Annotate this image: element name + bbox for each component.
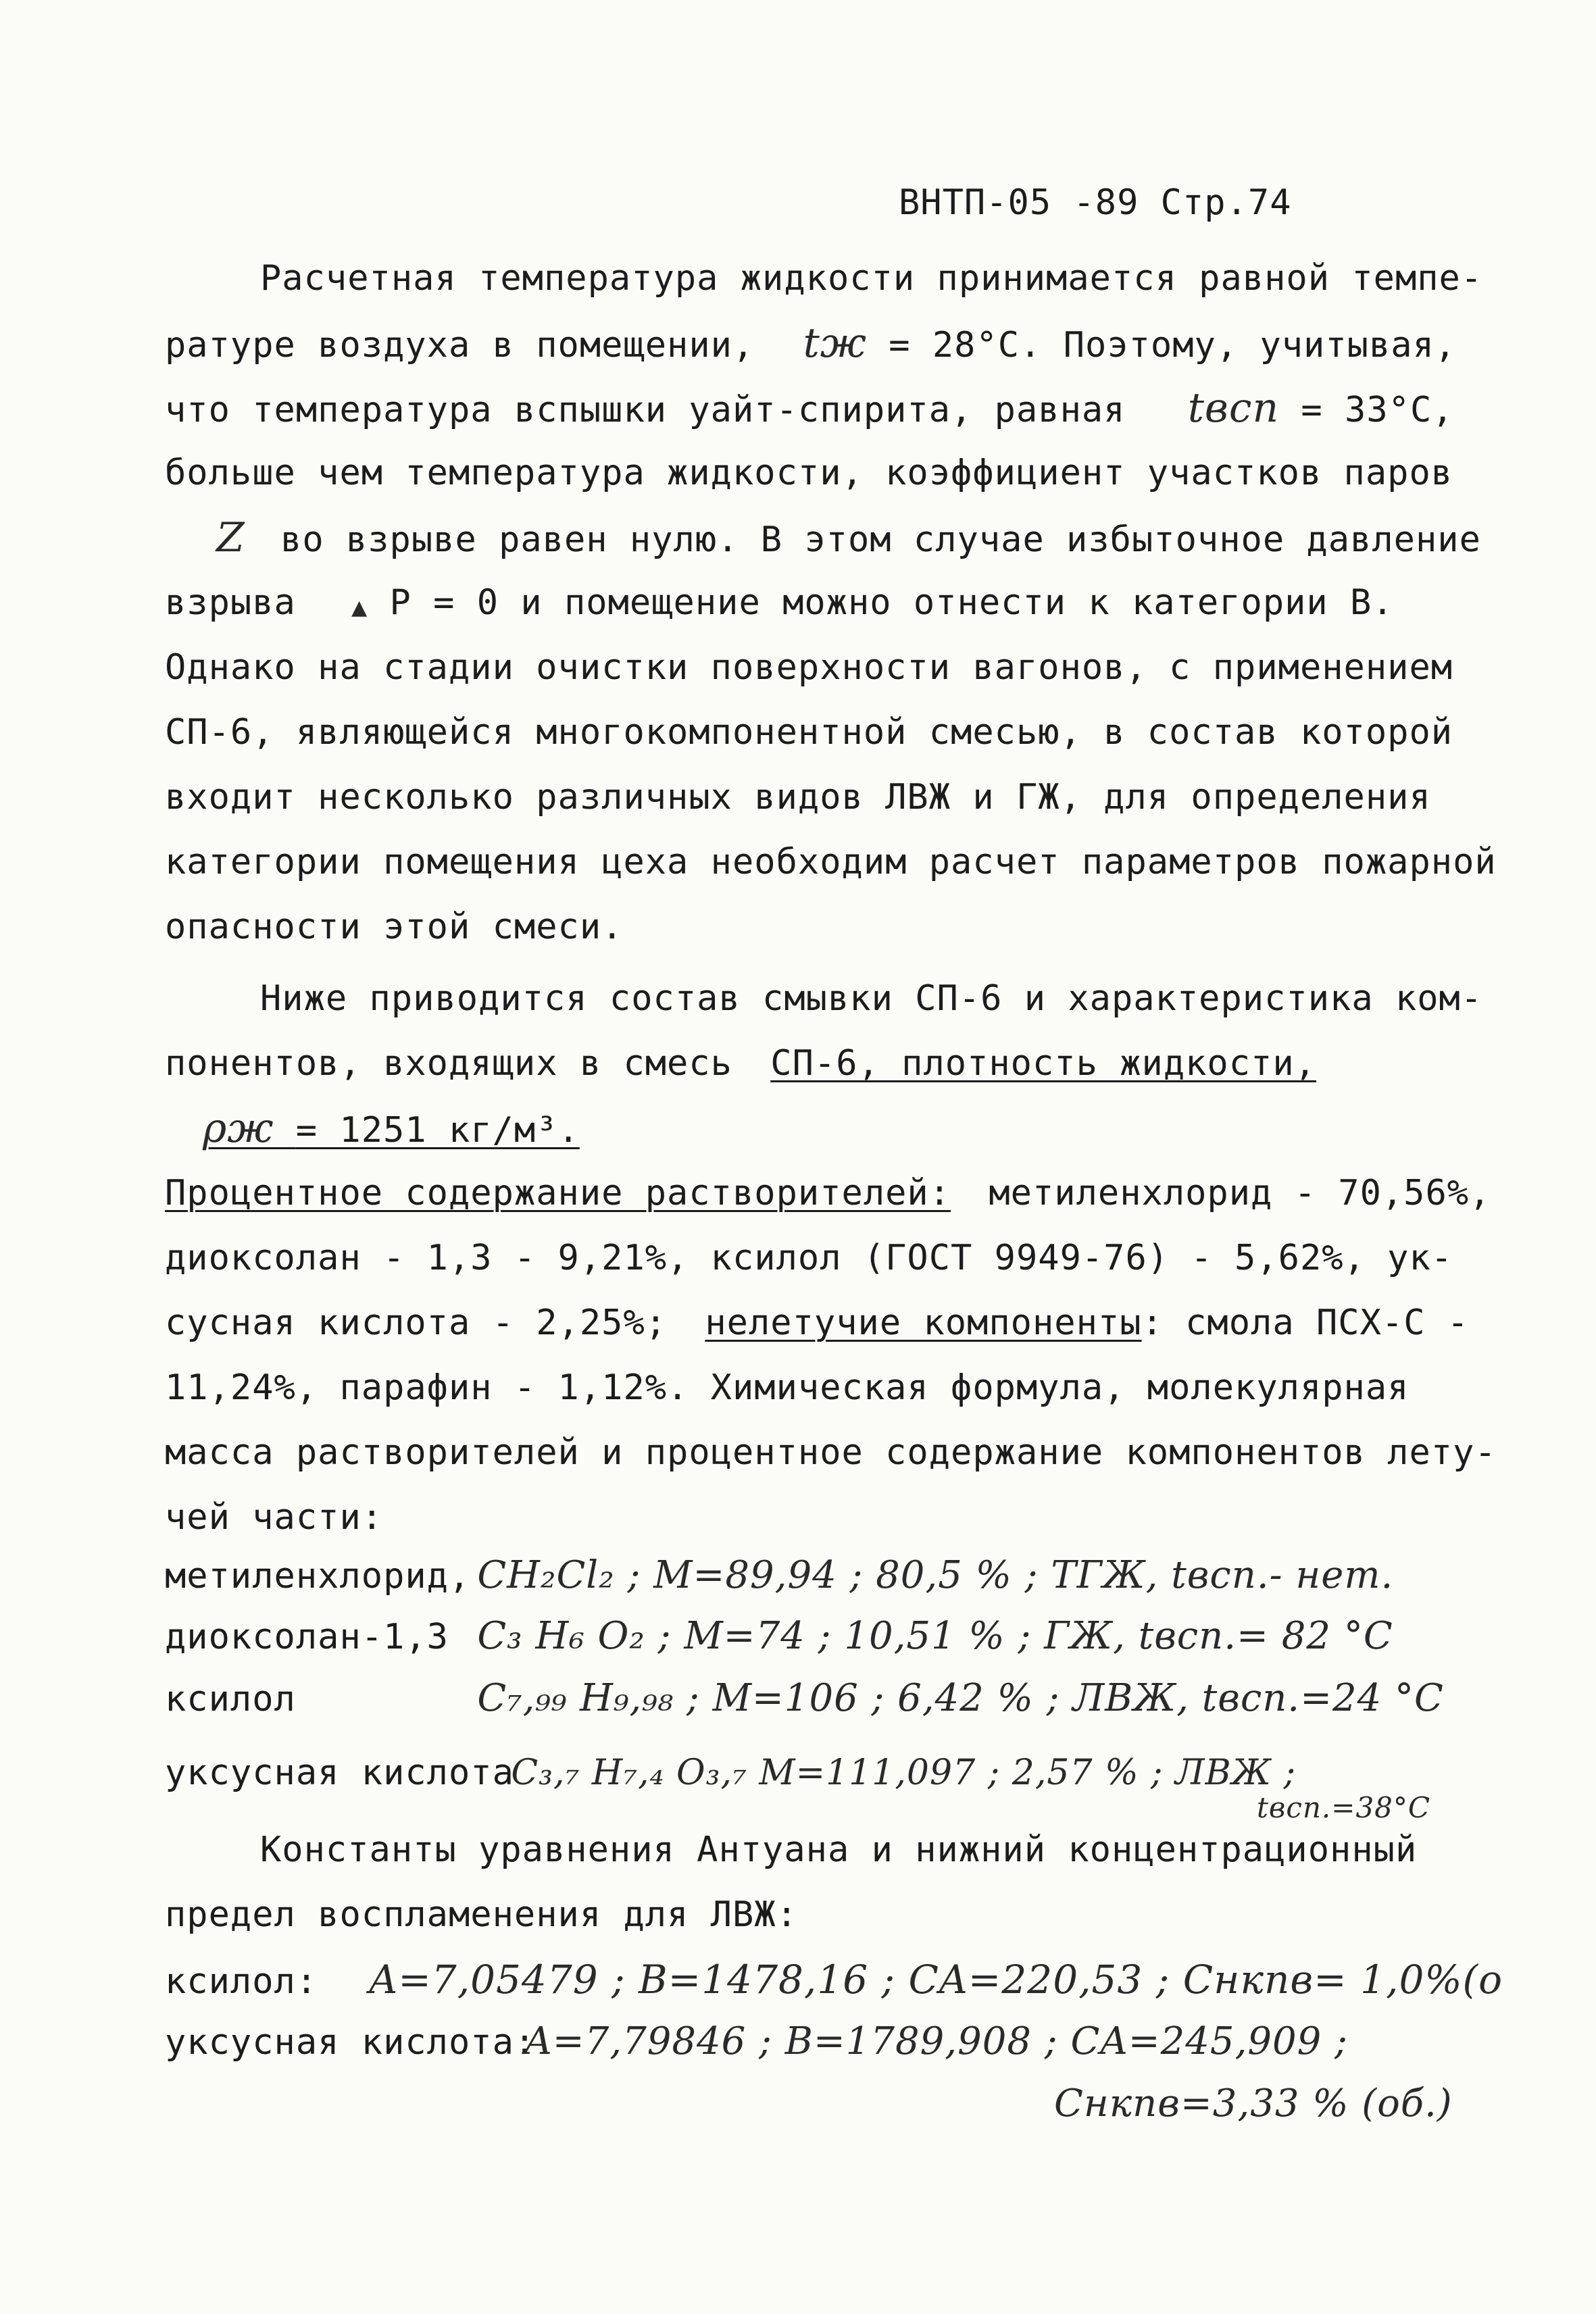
density-underlined-label: СП-6, плотность жидкости,: [770, 1043, 1316, 1084]
density-line: [203, 1107, 580, 1152]
paragraph1-line2-text: ратуре воздуха в помещении,: [165, 325, 755, 366]
paragraph1-line3-text: что температура вспышки уайт-спирита, равная: [165, 390, 1126, 430]
paragraph1-line10: категории помещения цеха необходим расчет параметров пожарной: [165, 842, 1497, 882]
paragraph1-line1: Расчетная температура жидкости принимается равной темпе-: [260, 258, 1483, 299]
component-row: [165, 1751, 1296, 1794]
t-flash-symbol: tвсп: [1187, 384, 1280, 432]
composition-line6: чей части:: [165, 1497, 384, 1538]
component-name: диоксолан-1,3: [165, 1617, 449, 1657]
t-liquid-value: = 28°С. Поэтому, учитывая,: [889, 325, 1457, 366]
composition-heading-rest: метиленхлорид - 70,56%,: [989, 1173, 1491, 1213]
component-name: ксилол: [165, 1679, 296, 1719]
component-row: [165, 1615, 1393, 1659]
delta-symbol: ▲: [351, 596, 368, 620]
paragraph1-line5-text: во взрыве равен нулю. В этом случае избыточное давление: [280, 520, 1481, 560]
paragraph1-line5: [216, 516, 1481, 561]
component-formula: C₃ H₆ O₂ ; M=74 ; 10,51 % ; ГЖ, tвсп.= 82 °С: [477, 1614, 1393, 1658]
composition-line4: 11,24%, парафин - 1,12%. Химическая формула, молекулярная: [165, 1367, 1410, 1408]
z-symbol: Z: [216, 514, 245, 561]
paragraph1-line9: входит несколько различных видов ЛВЖ и ГЖ, для определения: [165, 777, 1431, 818]
component-formula: C₃,₇ H₇,₄ O₃,₇ M=111,097 ; 2,57 % ; ЛВЖ ;: [511, 1753, 1297, 1793]
density-value: = 1251 кг/м³.: [295, 1110, 580, 1151]
paragraph1-line11: опасности этой смеси.: [165, 907, 624, 947]
component-row: [165, 1554, 1393, 1598]
paragraph1-line3: [165, 386, 1454, 432]
composition-line3-end: : смола ПСХ-С -: [1141, 1303, 1470, 1343]
composition-line3: [165, 1301, 1469, 1344]
component-name: уксусная кислота: [165, 1753, 514, 1793]
antoine-line1: Константы уравнения Антуана и нижний концентрационный: [260, 1830, 1418, 1870]
paragraph2-line1: Ниже приводится состав смывки СП-6 и характеристика ком-: [260, 978, 1483, 1019]
component-formula: C₇,₉₉ H₉,₉₈ ; M=106 ; 6,42 % ; ЛВЖ, tвсп.=24 °С: [477, 1676, 1444, 1720]
acetic-flash-point: tвсп.=38°С: [1257, 1791, 1431, 1824]
paragraph1-line8: СП-6, являющейся многокомпонентной смесью, в состав которой: [165, 712, 1453, 753]
antoine-acetic-values: A=7,79846 ; B=1789,908 ; CA=245,909 ;: [524, 2019, 1348, 2063]
component-row: [165, 1677, 1444, 1721]
nonvolatile-label: нелетучие компоненты: [705, 1303, 1142, 1343]
density-formula: [203, 1105, 580, 1152]
antoine-acetic-label: уксусная кислота:: [165, 2022, 537, 2063]
paragraph1-line7: Однако на стадии очистки поверхности вагонов, с применением: [165, 647, 1453, 688]
antoine-line2: предел воспламенения для ЛВЖ:: [165, 1894, 798, 1935]
paragraph1-line6-text: взрыва: [165, 582, 296, 623]
antoine-acetic-row: [165, 2020, 1348, 2064]
antoine-acetic-values-2: Cнкпв=3,33 % (об.): [1054, 2082, 1453, 2126]
composition-line1: [165, 1172, 1491, 1215]
t-flash-value: = 33°С,: [1301, 390, 1454, 430]
t-liquid-symbol: tж: [803, 320, 867, 367]
density-symbol: ρж: [203, 1105, 274, 1152]
composition-line3-start: сусная кислота - 2,25%;: [165, 1303, 668, 1343]
page-header: ВНТП-05 -89 Стр.74: [899, 182, 1292, 223]
component-name: метиленхлорид,: [165, 1556, 471, 1596]
paragraph2-line2-text: понентов, входящих в смесь: [165, 1043, 732, 1084]
antoine-xylene-label: ксилол:: [165, 1961, 318, 2002]
component-formula: CH₂Cl₂ ; M=89,94 ; 80,5 % ; ТГЖ, tвсп.- нет.: [477, 1553, 1394, 1597]
delta-rest: Р = 0 и помещение можно отнести к категории В.: [389, 582, 1394, 623]
composition-line2: диоксолан - 1,3 - 9,21%, ксилол (ГОСТ 9949-76) - 5,62%, ук-: [165, 1238, 1453, 1278]
antoine-xylene-values: A=7,05479 ; B=1478,16 ; CA=220,53 ; Cнкпв= 1,0%(о: [369, 1957, 1503, 2003]
composition-heading: Процентное содержание растворителей:: [165, 1173, 951, 1213]
paragraph2-line2: [165, 1042, 1316, 1085]
antoine-xylene-row: [165, 1958, 1503, 2003]
paragraph1-line6: [165, 581, 1394, 630]
paragraph1-line2: [165, 322, 1456, 367]
paragraph1-line4: больше чем температура жидкости, коэффициент участков паров: [165, 453, 1453, 493]
composition-line5: масса растворителей и процентное содержание компонентов лету-: [165, 1432, 1497, 1473]
